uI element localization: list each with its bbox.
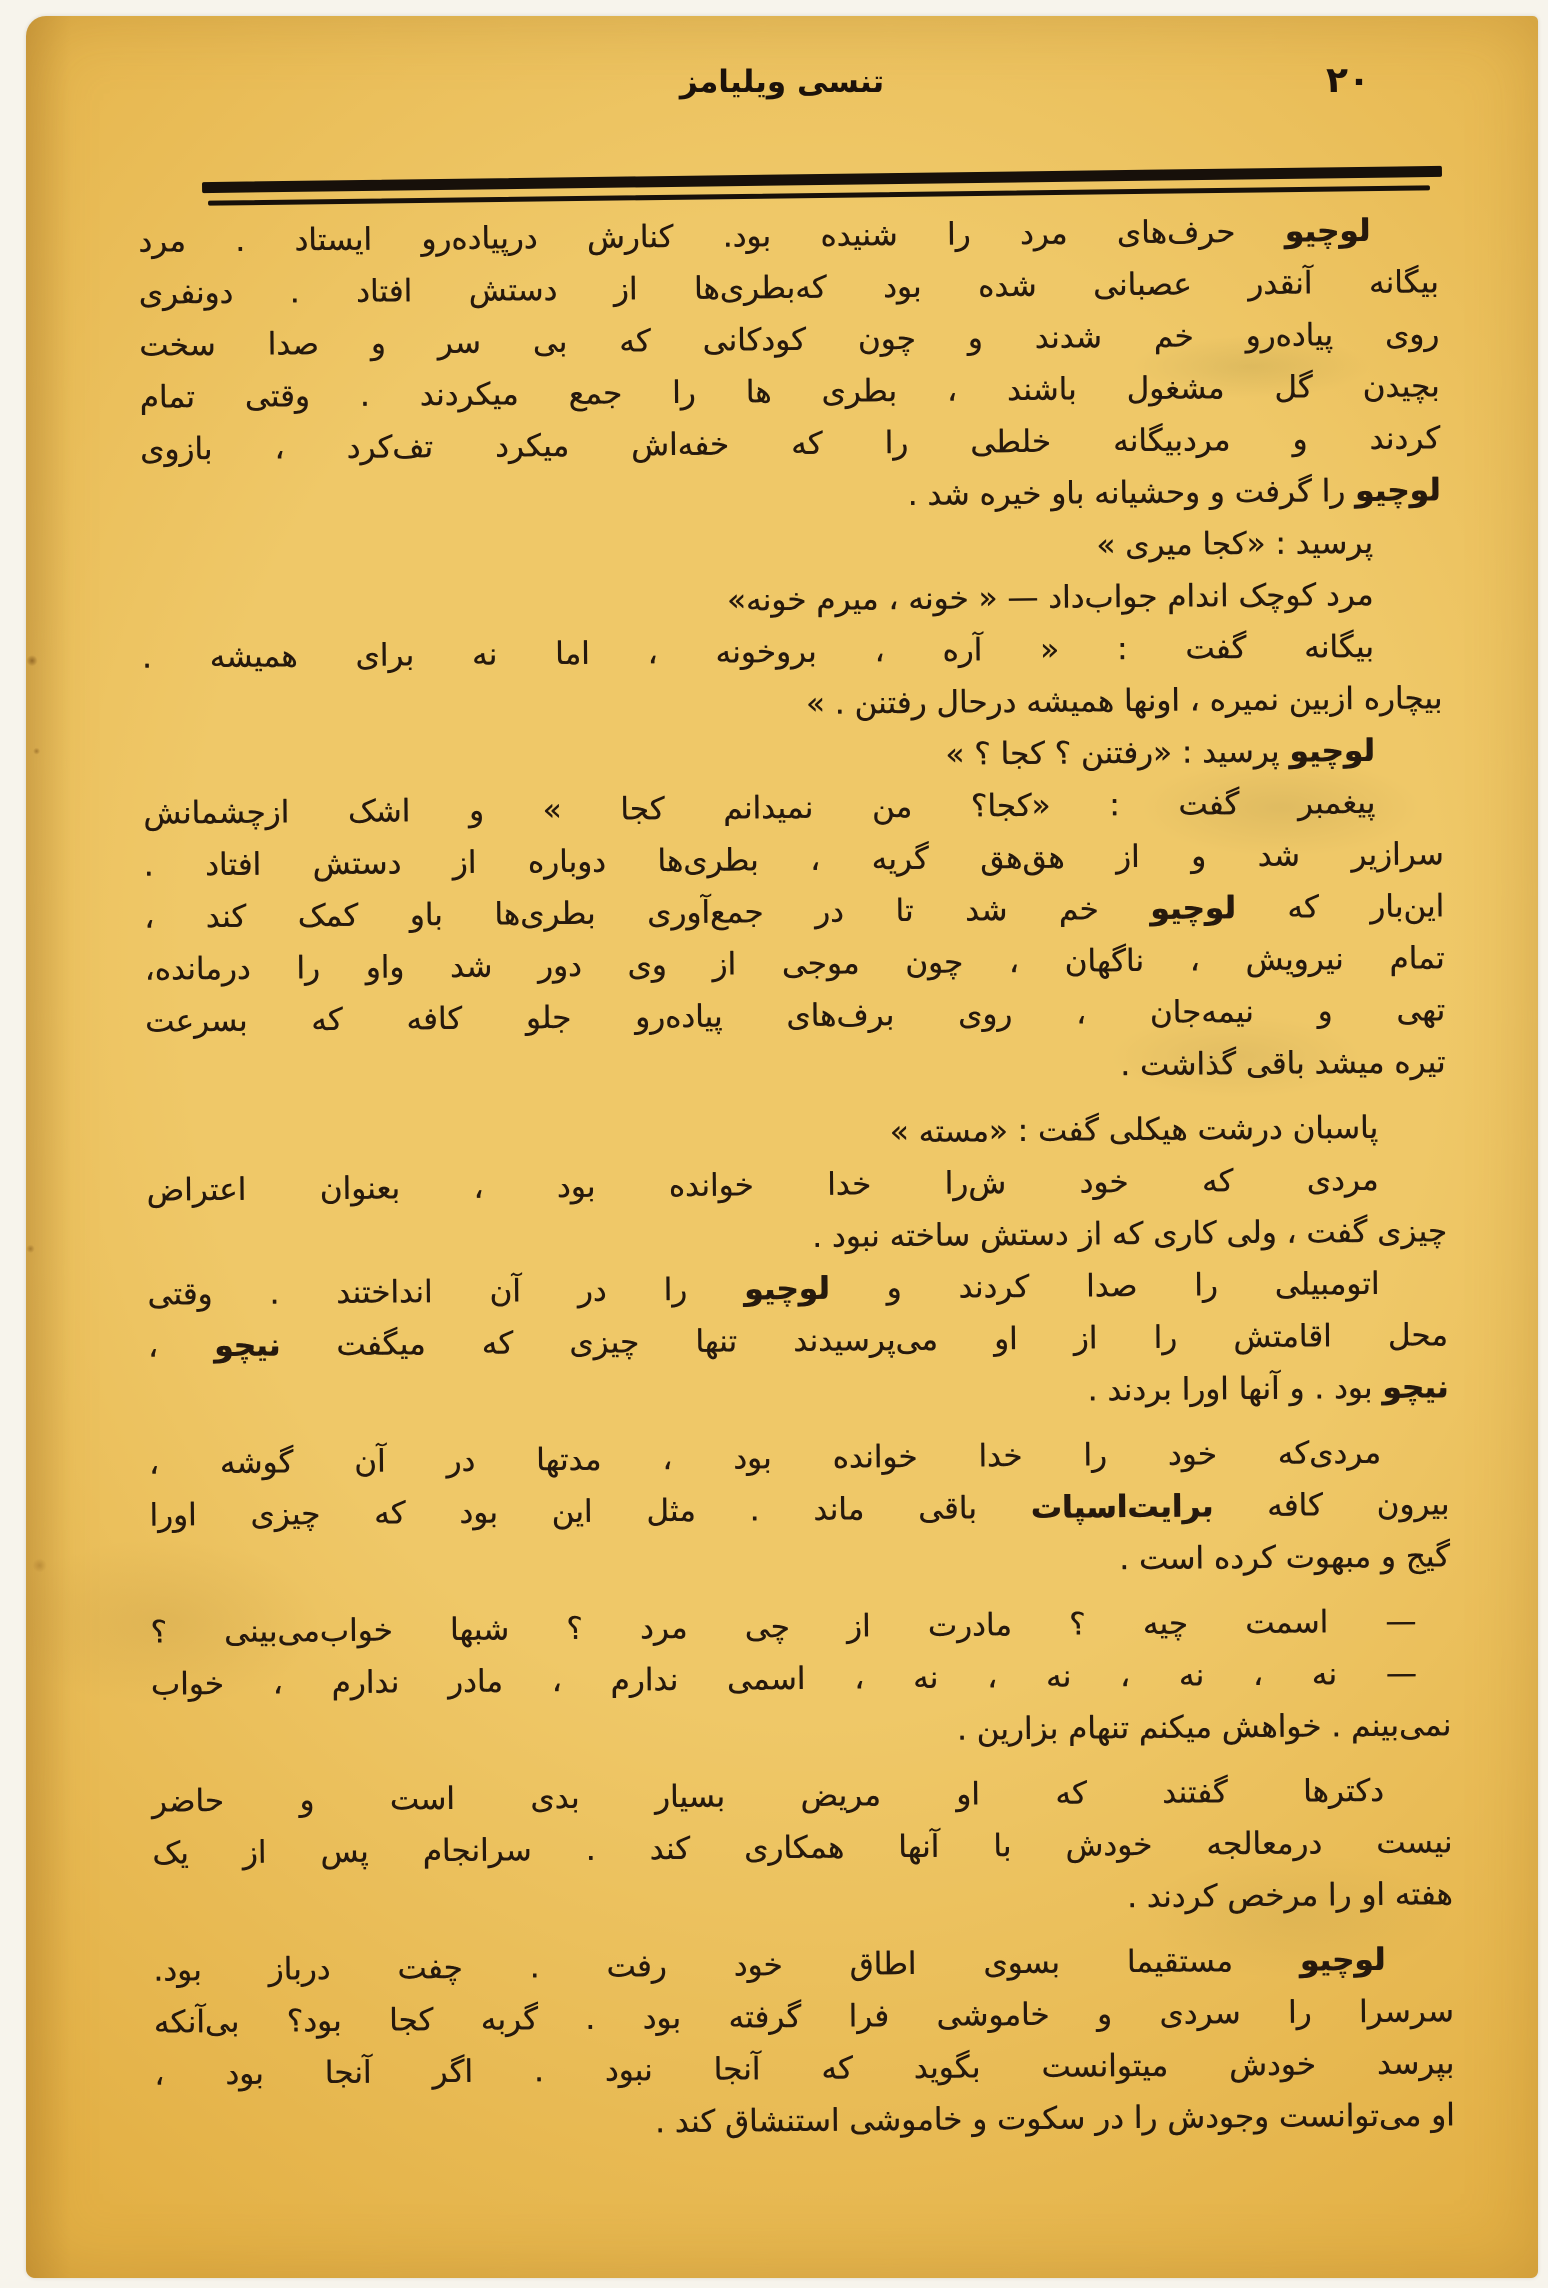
text-run: نیست درمعالجه خودش با آنها همکاری کند . سرانجام پس از یک bbox=[152, 1824, 1453, 1872]
text-run: گیج و مبهوت کرده است . bbox=[1119, 1538, 1450, 1578]
text-run: — اسمت چیه ؟ مادرت از چی مرد ؟ شبها خواب‌می‌بینی ؟ bbox=[150, 1603, 1417, 1651]
text-run: حرف‌های مرد را شنیده بود. کنارش درپیاده‌رو ایستاد . مرد bbox=[138, 213, 1285, 260]
text-run: ، bbox=[147, 1328, 215, 1365]
text-run: مرد کوچک اندام جواب‌داد — « خونه ، میرم خونه» bbox=[726, 576, 1374, 619]
book-page bbox=[26, 16, 1538, 2278]
emphasized-word: برایت‌اسپات bbox=[1030, 1488, 1214, 1526]
text-run: این‌بار که bbox=[1235, 888, 1445, 927]
running-header-title: تنسی ویلیامز bbox=[679, 64, 885, 100]
emphasized-word: لوچیو bbox=[1150, 890, 1236, 927]
text-run: پاسبان درشت هیکلی گفت : «مسته » bbox=[889, 1109, 1379, 1151]
text-run: او می‌توانست وجودش را در سکوت و خاموشی استنشاق کند . bbox=[654, 2097, 1455, 2141]
text-run: — نه ، نه ، نه ، نه ، اسمی ندارم ، مادر ندارم ، خواب bbox=[150, 1655, 1417, 1703]
text-run: پرسید : «کجا میری » bbox=[1096, 524, 1374, 564]
text-run: را گرفت و وحشیانه باو خیره شد . bbox=[907, 473, 1356, 513]
text-run: بود . و آنها اورا بردند . bbox=[1087, 1369, 1383, 1409]
text-run: روی پیاده‌رو خم شدند و چون کودکانی که بی سر و صدا سخت bbox=[139, 316, 1440, 364]
text-run: بیچاره ازبین نمیره ، اونها همیشه درحال رفتنن . » bbox=[805, 680, 1443, 722]
emphasized-word: لوچیو bbox=[1284, 212, 1371, 250]
text-run: تمام نیرویش ، ناگهان ، چون موجی از وی دور شد واو را درمانده، bbox=[144, 940, 1445, 988]
text-run: اتومبیلی را صدا کردند و bbox=[829, 1265, 1380, 1307]
text-run: را در آن انداختند . وقتی bbox=[147, 1271, 745, 1313]
text-run: تهی و نیمه‌جان ، روی برف‌های پیاده‌رو جلو کافه که بسرعت bbox=[144, 992, 1446, 1040]
emphasized-word: لوچیو bbox=[1289, 732, 1375, 770]
text-run: کردند و مردبیگانه خلطی را که خفه‌اش میکرد تف‌کرد ، بازوی bbox=[139, 420, 1441, 468]
text-run: مستقیما بسوی اطاق خود رفت . چفت درباز بود. bbox=[153, 1942, 1300, 1989]
text-run: تیره میشد باقی گذاشت . bbox=[1120, 1044, 1446, 1084]
text-run: بیرون کافه bbox=[1213, 1486, 1450, 1525]
emphasized-word: لوچیو bbox=[1354, 472, 1441, 510]
text-run: محل اقامتش را از او می‌پرسیدند تنها چیزی که میگفت bbox=[279, 1317, 1449, 1364]
text-run: دکترها گفتند که او مریض بسیار بدی است و حاضر bbox=[151, 1772, 1384, 1820]
text-run: بپرسد خودش میتوانست بگوید که آنجا نبود . اگر آنجا بود ، bbox=[154, 2045, 1455, 2093]
text-run: سرازیر شد و از هق‌هق گریه ، بطری‌ها دوباره از دستش افتاد . bbox=[143, 836, 1444, 884]
text-run: پیغمبر گفت : «کجا؟ من نمیدانم کجا » و اشک ازچشمانش bbox=[143, 784, 1376, 832]
text-run: سرسرا را سردی و خاموشی فرا گرفته بود . گربه کجا بود؟ بی‌آنکه bbox=[153, 1993, 1454, 2041]
text-run: هفته او را مرخص کردند . bbox=[1126, 1876, 1453, 1916]
text-run: مردی که خود ش‌را خدا خوانده بود ، بعنوان اعتراض bbox=[146, 1161, 1379, 1209]
text-run: مردی‌که خود را خدا خوانده بود ، مدتها در آن گوشه ، bbox=[148, 1434, 1382, 1482]
text-run: نمی‌بینم . خواهش میکنم تنهام بزارین . bbox=[956, 1707, 1452, 1748]
page-number: ۲۰ bbox=[1326, 60, 1370, 101]
text-run: بیگانه آنقدر عصبانی شده بود که‌بطری‌ها از دستش افتاد . دونفری bbox=[138, 264, 1439, 312]
emphasized-word: نیچو bbox=[213, 1327, 281, 1365]
text-run: پرسید : «رفتنن ؟ کجا ؟ » bbox=[945, 733, 1290, 773]
text-run: بچیدن گل مشغول باشند ، بطری ها را جمع میکردند . وقتی تمام bbox=[139, 368, 1440, 416]
emphasized-word: نیچو bbox=[1382, 1369, 1449, 1406]
text-run: خم شد تا در جمع‌آوری بطری‌ها باو کمک کند ، bbox=[143, 890, 1151, 936]
text-run: چیزی گفت ، ولی کاری که از دستش ساخته نبود . bbox=[811, 1213, 1448, 1255]
text-run: باقی ماند . مثل این بود که چیزی اورا bbox=[149, 1489, 1031, 1534]
emphasized-word: لوچیو bbox=[1299, 1941, 1386, 1979]
page-text bbox=[138, 204, 1455, 2152]
emphasized-word: لوچیو bbox=[743, 1270, 830, 1308]
text-run: بیگانه گفت : « آره ، بروخونه ، اما نه برای همیشه . bbox=[141, 628, 1374, 676]
